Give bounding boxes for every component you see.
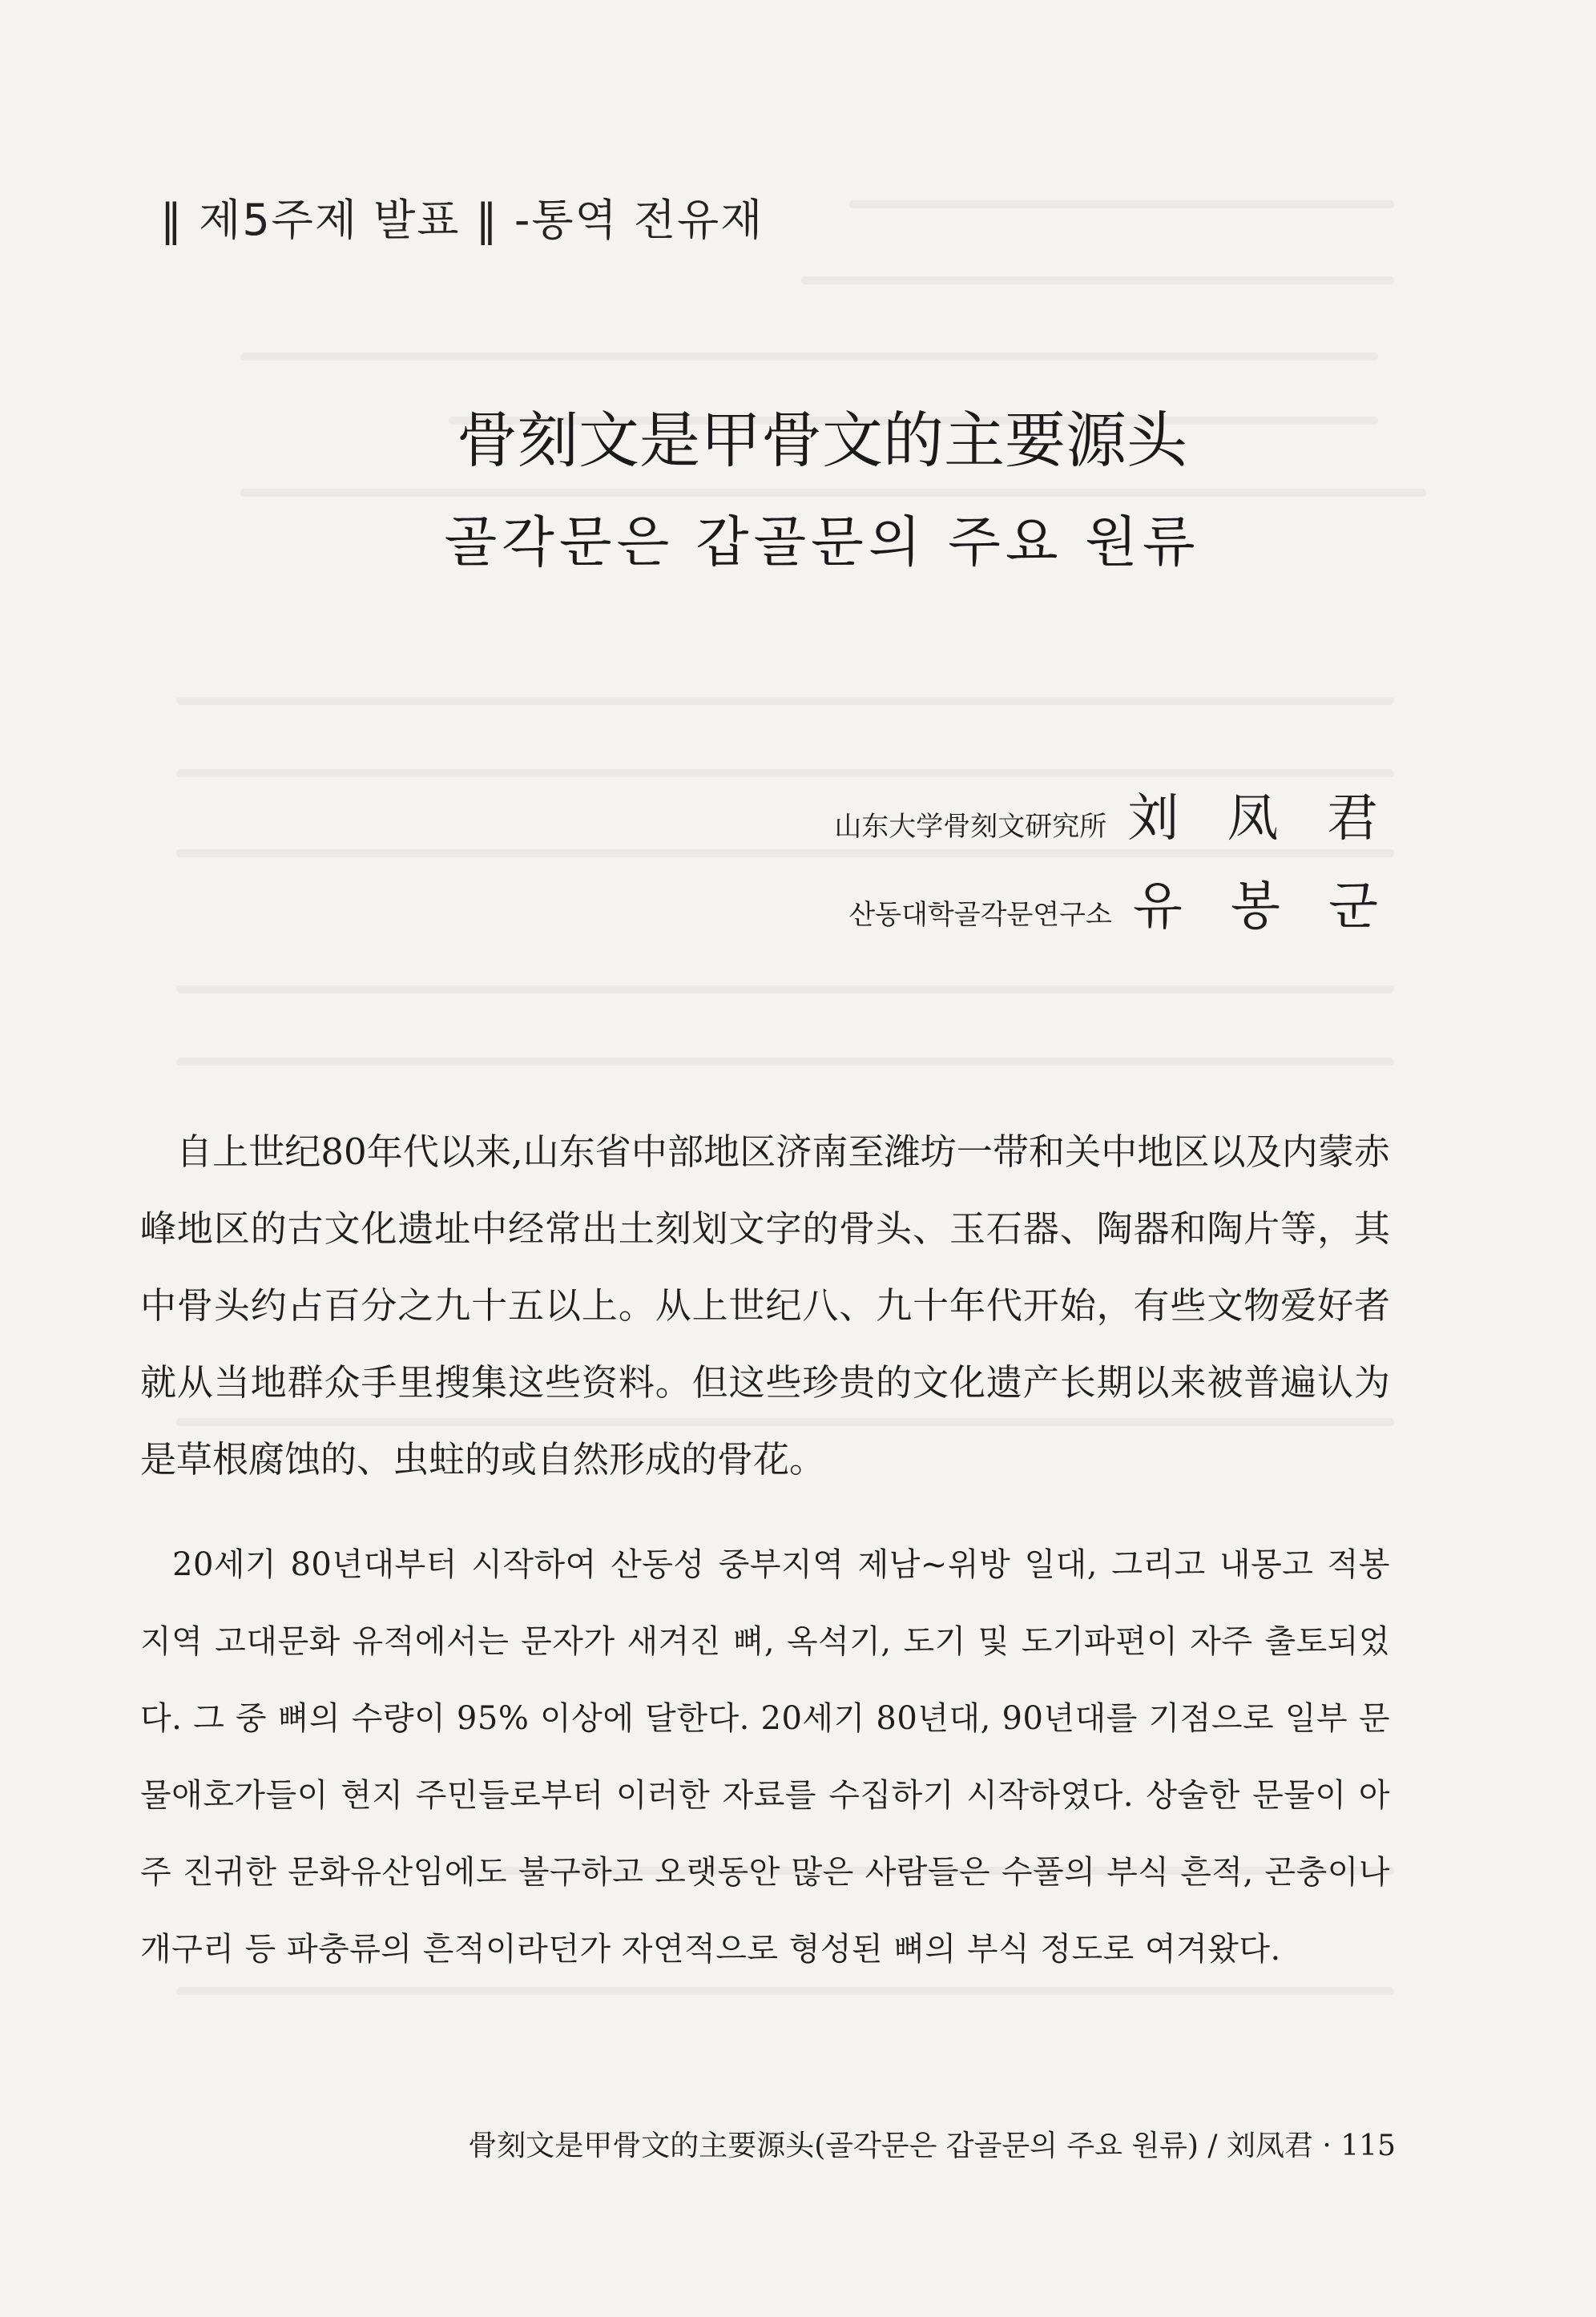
title-korean: 골각문은 갑골문의 주요 원류 xyxy=(444,511,1200,574)
section-header: ‖ 제5주제 발표 ‖ -통역 전유재 xyxy=(160,195,764,245)
author-row-korean xyxy=(593,865,1394,953)
body-paragraph-chinese: 自上世纪80年代以来,山东省中部地区济南至潍坊一带和关中地区以及内蒙赤峰地区的古文化遗址中经常出土刻划文字的骨头、玉石器、陶器和陶片等，其中骨头约占百分之九十五以上。从上世纪八、九十年代开始，有些文物爱好者就从当地群众手里搜集这些资料。但这些珍贵的文化遗产长期以来被普遍认为是草根腐蚀的、虫蛀的或自然形成的骨花。 xyxy=(140,1130,1390,1481)
title-block xyxy=(0,401,1596,582)
page-footer: 骨刻文是甲骨文的主要源头(골각문은 갑골문의 주요 원류) / 刘凤君 · 115 xyxy=(468,2130,1396,2162)
author-affiliation: 산동대학골각문연구소 xyxy=(848,899,1112,931)
title-chinese: 骨刻文是甲骨文的主要源头 xyxy=(457,405,1187,476)
author-block xyxy=(593,777,1394,953)
author-name: 刘 凤 君 xyxy=(1127,789,1394,848)
author-affiliation: 山东大学骨刻文研究所 xyxy=(834,811,1107,843)
author-row-chinese xyxy=(593,777,1394,865)
body-paragraph-korean: 20세기 80년대부터 시작하여 산동성 중부지역 제남~위방 일대, 그리고 내몽고 적봉지역 고대문화 유적에서는 문자가 새겨진 뼈, 옥석기, 도기 및 도기파편이 자주 출토되었다. 그 중 뼈의 수량이 95% 이상에 달한다. 20세기 80년대, 90년대를 기점으로 일부 문물애호가들이 현지 주민들로부터 이러한 자료를 수집하기 시작하였다. 상술한 문물이 아주 진귀한 문화유산임에도 불구하고 오랫동안 많은 사람들은 수풀의 부식 흔적, 곤충이나 개구리 등 파충류의 흔적이라던가 자연적으로 형성된 뼈의 부식 정도로 여겨왔다. xyxy=(140,1546,1390,1968)
author-name: 유 봉 군 xyxy=(1132,877,1394,937)
